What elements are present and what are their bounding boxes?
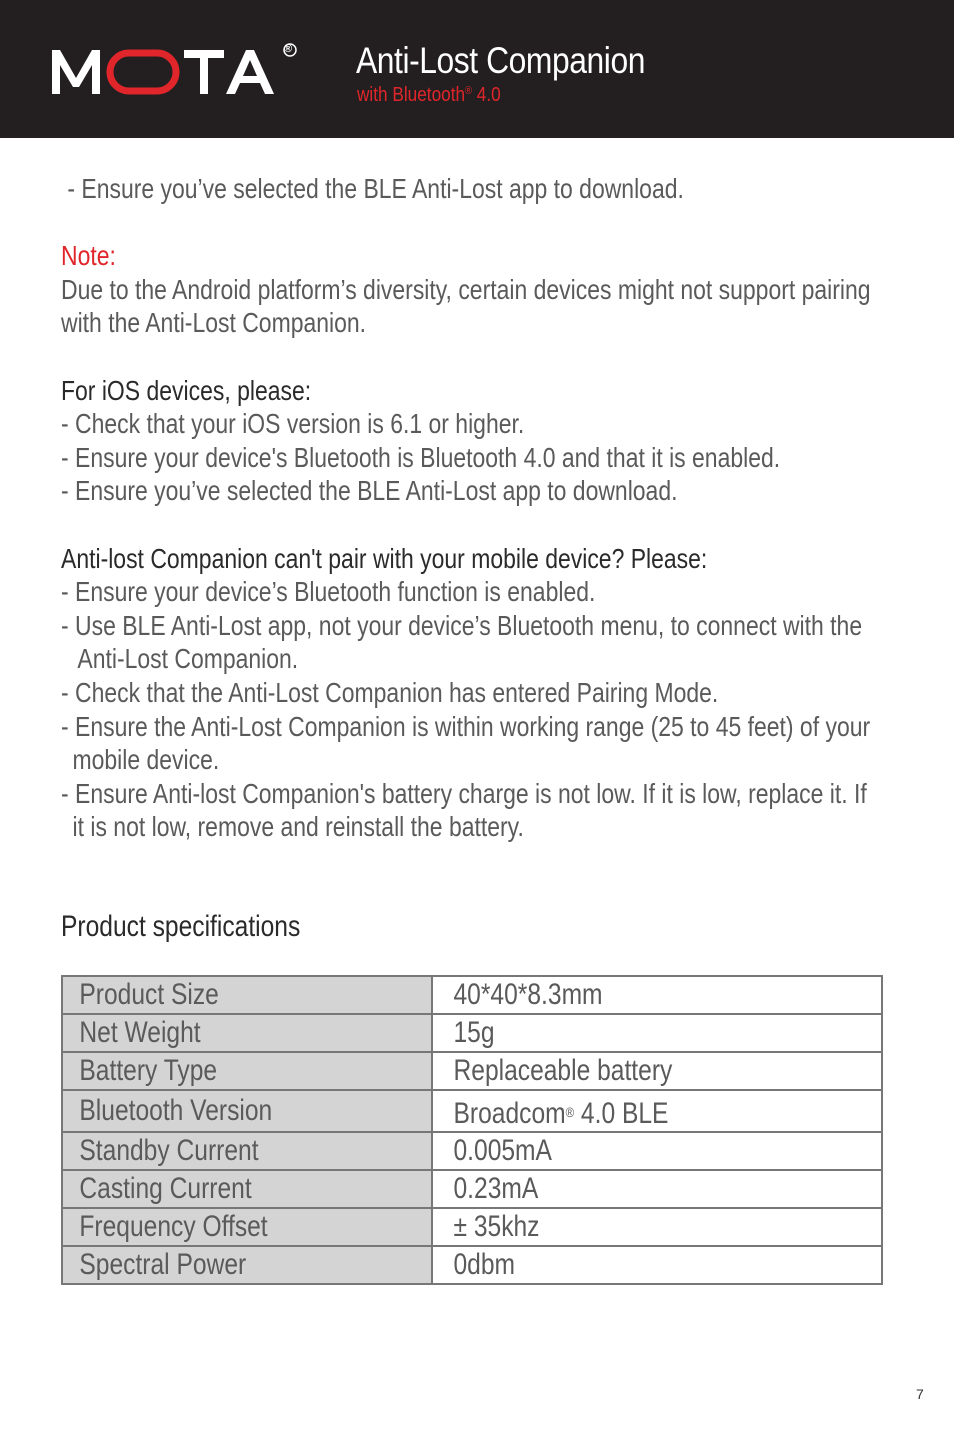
spec-value: 0dbm xyxy=(453,1248,516,1281)
table-row xyxy=(62,1014,882,1052)
spec-label: Spectral Power xyxy=(79,1248,247,1281)
pairing-item-continued: mobile device. xyxy=(72,744,220,776)
instructions-body xyxy=(61,172,891,844)
page-header xyxy=(0,0,954,138)
pairing-heading: Anti-lost Companion can't pair with your mobile device? Please: xyxy=(61,542,708,574)
spec-value: Replaceable battery xyxy=(453,1054,673,1087)
pairing-item: - Use BLE Anti-Lost app, not your device’s Bluetooth menu, to connect with the xyxy=(61,609,863,641)
ios-item: - Ensure you’ve selected the BLE Anti-Lost app to download. xyxy=(61,475,678,507)
document-title: Anti-Lost Companion xyxy=(356,40,645,81)
pairing-item: - Ensure your device’s Bluetooth function is enabled. xyxy=(61,576,596,608)
spec-label-cell xyxy=(62,1014,432,1052)
table-row xyxy=(62,1246,882,1284)
spec-label: Standby Current xyxy=(79,1134,259,1167)
spec-value: ± 35khz xyxy=(453,1210,540,1243)
table-row xyxy=(62,1090,882,1132)
spec-label: Battery Type xyxy=(79,1054,218,1087)
mota-logo xyxy=(48,38,308,104)
spec-value-cell xyxy=(432,1132,882,1170)
pairing-item-continued: it is not low, remove and reinstall the battery. xyxy=(72,811,524,843)
table-row xyxy=(62,1208,882,1246)
spec-value: 0.23mA xyxy=(453,1172,539,1205)
ios-item: - Ensure your device's Bluetooth is Bluetooth 4.0 and that it is enabled. xyxy=(61,441,781,473)
note-line: with the Anti-Lost Companion. xyxy=(61,307,367,339)
ios-item: - Check that your iOS version is 6.1 or higher. xyxy=(61,408,525,440)
spec-value-cell xyxy=(432,1170,882,1208)
document-subtitle xyxy=(357,84,501,107)
spec-value-cell xyxy=(432,976,882,1014)
spec-label-cell xyxy=(62,1170,432,1208)
table-row xyxy=(62,1052,882,1090)
spec-value-cell xyxy=(432,1014,882,1052)
spec-value-cell xyxy=(432,1246,882,1284)
ios-heading: For iOS devices, please: xyxy=(61,374,312,406)
specifications-table xyxy=(61,975,883,1285)
spec-label-cell xyxy=(62,1052,432,1090)
spec-label-cell xyxy=(62,1208,432,1246)
intro-bullet: - Ensure you’ve selected the BLE Anti-Lost app to download. xyxy=(61,173,684,204)
spec-label-cell xyxy=(62,1090,432,1132)
spec-value-cell xyxy=(432,1090,882,1132)
table-row xyxy=(62,1170,882,1208)
specifications-heading: Product specifications xyxy=(61,910,301,943)
spec-value-prefix: Broadcom xyxy=(453,1097,566,1130)
subtitle-suffix: 4.0 xyxy=(472,84,501,106)
spec-label: Product Size xyxy=(79,978,219,1011)
table-row xyxy=(62,976,882,1014)
pairing-item: - Ensure Anti-lost Companion's battery charge is not low. If it is low, replace it. If xyxy=(61,777,867,809)
logo-registered-mark: ® xyxy=(284,43,293,55)
spec-value: 15g xyxy=(453,1016,495,1049)
spec-value-cell xyxy=(432,1052,882,1090)
spec-value xyxy=(433,1091,800,1131)
subtitle-prefix: with Bluetooth xyxy=(357,84,466,106)
pairing-item-continued: Anti-Lost Companion. xyxy=(77,643,299,675)
spec-label: Net Weight xyxy=(79,1016,201,1049)
page-number: 7 xyxy=(916,1386,924,1402)
registered-mark: ® xyxy=(465,85,473,97)
spec-value-suffix: 4.0 BLE xyxy=(574,1097,669,1130)
pairing-item: - Ensure the Anti-Lost Companion is within working range (25 to 45 feet) of your xyxy=(61,710,871,742)
table-row xyxy=(62,1132,882,1170)
note-line: Due to the Android platform’s diversity, certain devices might not support pairing xyxy=(61,273,871,305)
spec-label: Casting Current xyxy=(79,1172,252,1205)
spec-label: Frequency Offset xyxy=(79,1210,268,1243)
spec-label-cell xyxy=(62,976,432,1014)
spec-label-cell xyxy=(62,1132,432,1170)
spec-label: Bluetooth Version xyxy=(79,1094,273,1127)
spec-value-cell xyxy=(432,1208,882,1246)
spec-label-cell xyxy=(62,1246,432,1284)
note-heading: Note: xyxy=(61,240,116,272)
spec-value: 0.005mA xyxy=(453,1134,552,1167)
spec-value: 40*40*8.3mm xyxy=(453,978,603,1011)
pairing-item: - Check that the Anti-Lost Companion has entered Pairing Mode. xyxy=(61,676,719,708)
registered-mark: ® xyxy=(565,1104,575,1120)
